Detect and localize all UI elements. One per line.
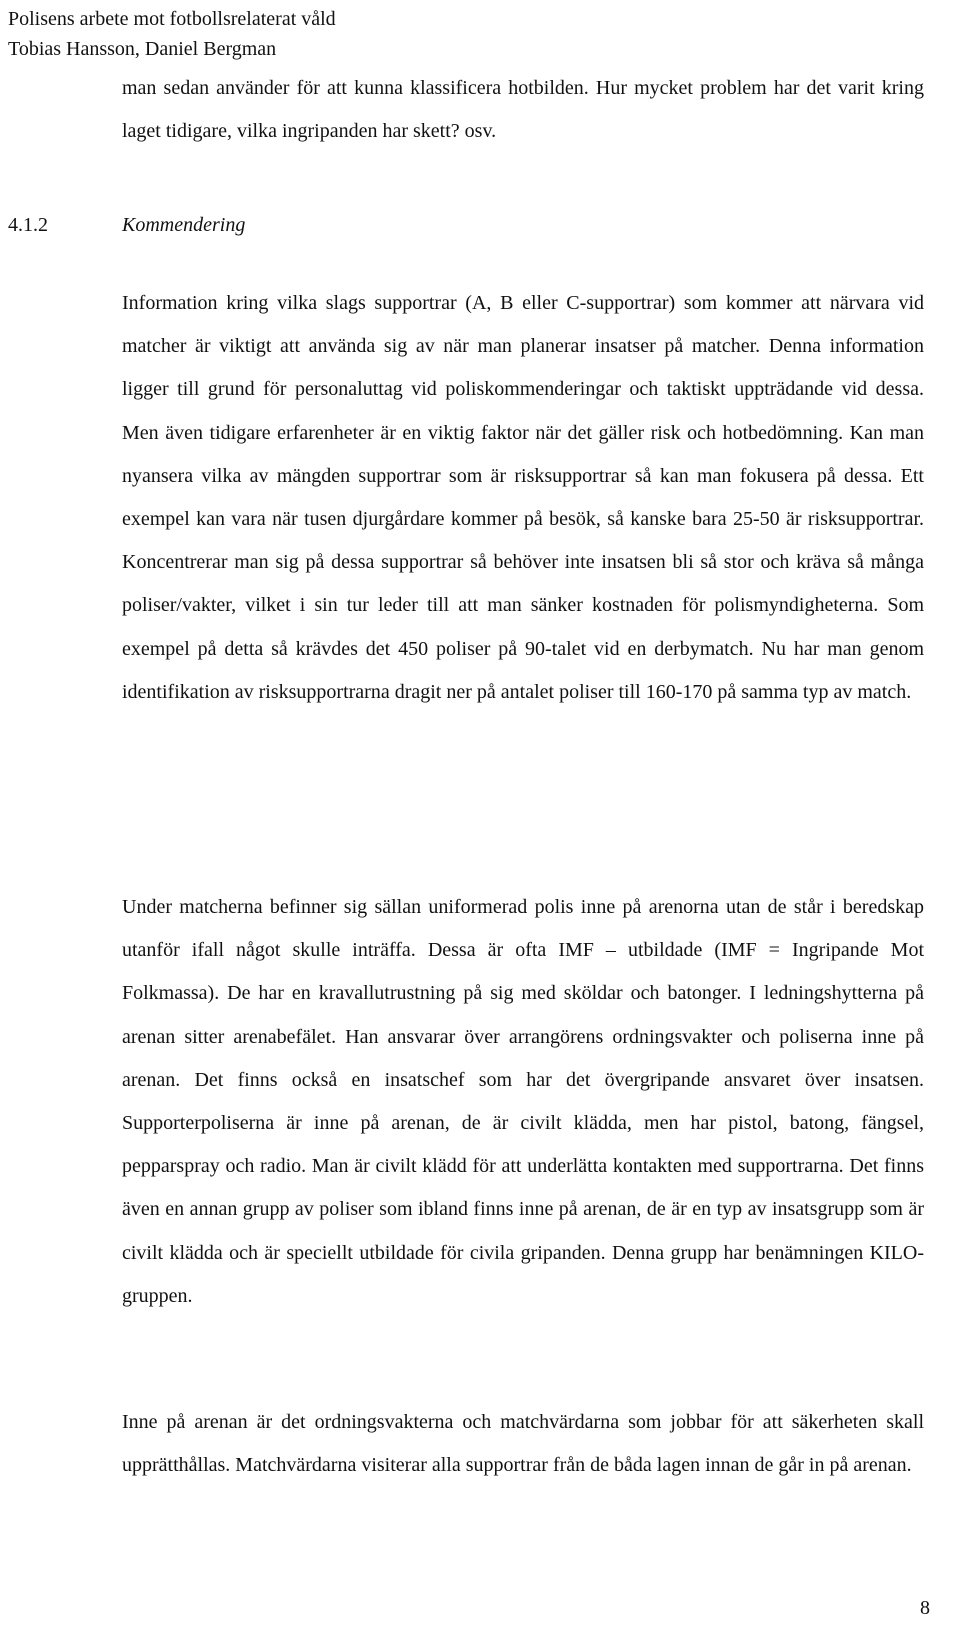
section-heading: [8, 210, 908, 240]
paragraph-continued: man sedan använder för att kunna klassificera hotbilden. Hur mycket problem har det varit kring laget tidigare, vilka ingripanden har skett? osv.: [122, 77, 924, 143]
running-header: [8, 4, 948, 64]
section-number: 4.1.2: [8, 214, 48, 236]
section-title: Kommendering: [122, 214, 246, 236]
document-title: Polisens arbete mot fotbollsrelaterat våld: [8, 8, 336, 30]
paragraph-information: Information kring vilka slags supportrar (A, B eller C-supportrar) som kommer att närvara vid matcher är viktigt att använda sig av när man planerar insatser på matcher. Denna information ligger till grund för personaluttag vid poliskommenderingar och taktiskt uppträdande vid dessa. Men även tidigare erfarenheter är en viktig faktor när det gäller risk och hotbedömning. Kan man nyansera vilka av mängden supportrar som är risksupportrar så kan man fokusera på dessa. Ett exempel kan vara när tusen djurgårdare kommer på besök, så kanske bara 25-50 är risksupportrar. Koncentrerar man sig på dessa supportrar så behöver inte insatsen bli så stor och kräva så många poliser/vakter, vilket i sin tur leder till att man sänker kostnaden för polismyndigheterna. Som exempel på detta så krävdes det 450 poliser på 90-talet vid en derbymatch. Nu har man genom identifikation av risksupportrarna dragit ner på antalet poliser till 160-170 på samma typ av match.: [122, 292, 924, 703]
paragraph-police-at-arena: Under matcherna befinner sig sällan uniformerad polis inne på arenorna utan de står i beredskap utanför ifall något skulle inträffa. Dessa är ofta IMF – utbildade (IMF = Ingripande Mot Folkmassa). De har en kravallutrustning på sig med sköldar och batonger. I ledningshytterna på arenan sitter arenabefälet. Han ansvarar över arrangörens ordningsvakter och poliserna inne på arenan. Det finns också en insatschef som har det övergripande ansvaret över insatsen. Supporterpoliserna är inne på arenan, de är civilt klädda, men har pistol, batong, fängsel, pepparspray och radio. Man är civilt klädd för att underlätta kontakten med supportrarna. Det finns även en annan grupp av poliser som ibland finns inne på arenan, de är en typ av insatsgrupp som är civilt klädda och är speciellt utbildade för civila gripanden. Denna grupp har benämningen KILO-gruppen.: [122, 896, 924, 1307]
document-authors: Tobias Hansson, Daniel Bergman: [8, 38, 277, 60]
paragraph-stewards: Inne på arenan är det ordningsvakterna och matchvärdarna som jobbar för att säkerheten skall upprätthållas. Matchvärdarna visiterar alla supportrar från de båda lagen innan de går in på arenan.: [122, 1411, 924, 1477]
page-number: 8: [920, 1597, 930, 1619]
